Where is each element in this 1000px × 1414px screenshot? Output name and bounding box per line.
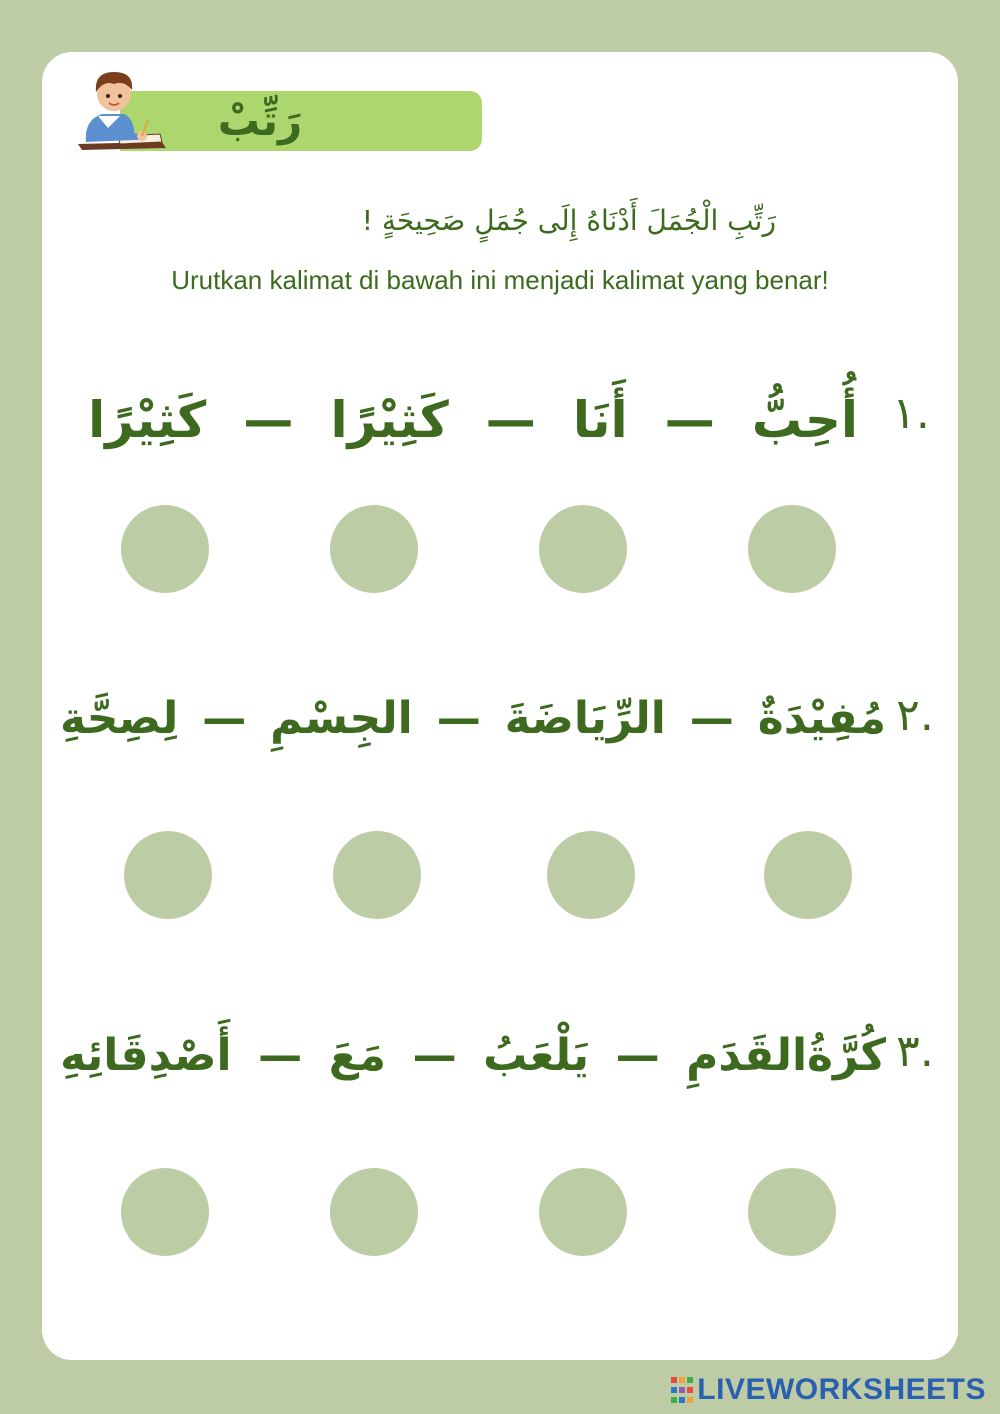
separator: — [243, 391, 294, 449]
separator: — [664, 391, 715, 449]
separator: — [615, 1029, 660, 1081]
liveworksheets-logo-icon [671, 1377, 693, 1403]
word-1: أُحِبُّ [751, 391, 858, 449]
word-2: الرِّيَاضَةَ [504, 692, 666, 744]
answer-drop-slot[interactable] [539, 1168, 627, 1256]
answer-drop-slot[interactable] [121, 1168, 209, 1256]
question-3-words [60, 1015, 886, 1095]
question-number: ٢. [896, 690, 934, 741]
separator: — [202, 692, 247, 744]
separator: — [412, 1029, 457, 1081]
word-4: أَصْدِقَائِهِ [60, 1029, 232, 1081]
separator: — [436, 692, 481, 744]
answer-drop-slot[interactable] [330, 1168, 418, 1256]
answer-drop-slot[interactable] [764, 831, 852, 919]
separator: — [485, 391, 536, 449]
question-number: ١. [892, 388, 930, 439]
question-number: ٣. [896, 1026, 934, 1077]
answer-drop-slot[interactable] [547, 831, 635, 919]
brand-name: LIVEWORKSHEETS [697, 1373, 986, 1406]
answer-drop-slot[interactable] [121, 505, 209, 593]
word-1: مُفِيْدَةٌ [757, 692, 886, 744]
word-1: كُرَّةُالقَدَمِ [686, 1029, 886, 1081]
answer-drop-slot[interactable] [748, 1168, 836, 1256]
word-3: مَعَ [328, 1029, 387, 1081]
separator: — [258, 1029, 303, 1081]
word-3: كَثِيْرًا [330, 391, 449, 449]
word-3: الجِسْمِ [270, 692, 413, 744]
liveworksheets-brand[interactable] [671, 1372, 986, 1408]
word-4: كَثِيْرًا [88, 391, 207, 449]
word-4: لِصِحَّةِ [60, 692, 179, 744]
word-2: أَنَا [572, 391, 628, 449]
answer-drop-slot[interactable] [748, 505, 836, 593]
page-title: رَتِّبْ [217, 96, 303, 145]
answer-drop-slot[interactable] [539, 505, 627, 593]
instruction-arabic: رَتِّبِ الْجُمَلَ أَدْنَاهُ إِلَى جُمَلٍ صَحِيحَةٍ ! [361, 204, 776, 237]
question-1-words [88, 380, 858, 460]
question-2-words [60, 678, 886, 758]
answer-drop-slot[interactable] [124, 831, 212, 919]
answer-drop-slot[interactable] [330, 505, 418, 593]
instruction-indonesian: Urutkan kalimat di bawah ini menjadi kalimat yang benar! [171, 265, 829, 295]
word-2: يَلْعَبُ [483, 1029, 590, 1081]
separator: — [689, 692, 734, 744]
answer-drop-slot[interactable] [333, 831, 421, 919]
